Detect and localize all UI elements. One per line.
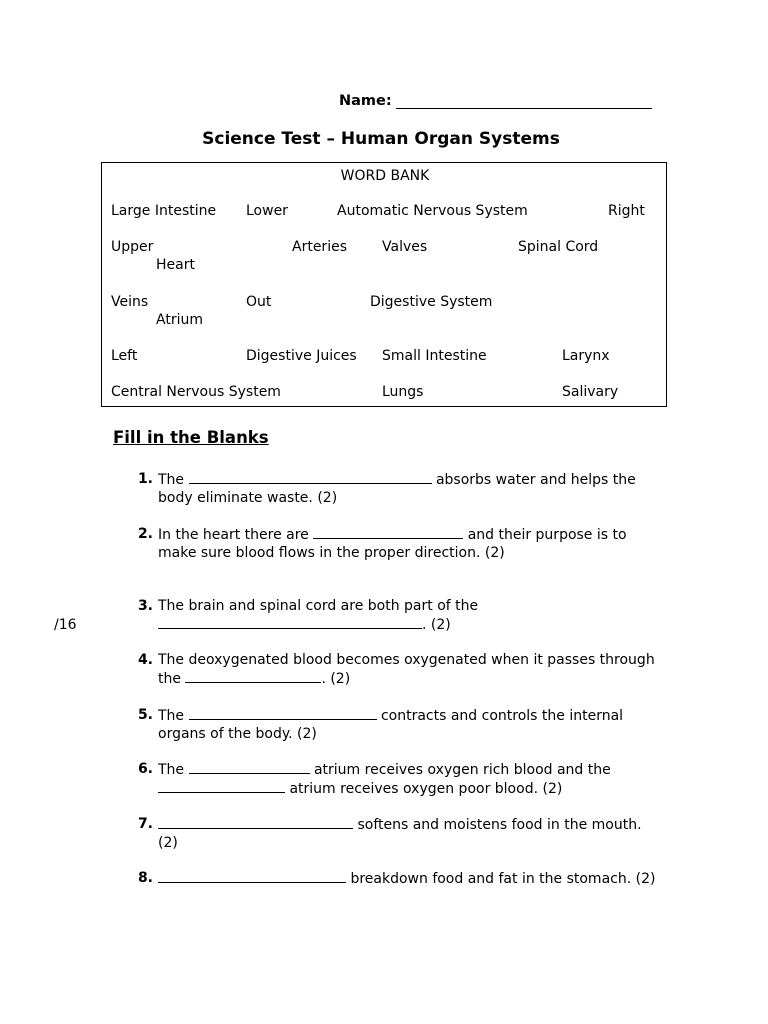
question-text-after: . (2) (422, 617, 451, 633)
answer-blank[interactable] (158, 815, 353, 829)
question-text-after: softens and moistens food in the mouth. (2) (158, 817, 642, 851)
answer-blank[interactable] (189, 706, 377, 720)
word-bank-item: Spinal Cord (518, 239, 599, 255)
answer-blank-right-atrium[interactable] (189, 760, 310, 774)
word-bank-item: Small Intestine (382, 348, 487, 364)
word-bank-item: Large Intestine (111, 203, 217, 219)
question-number: 4. (137, 652, 153, 668)
answer-blank[interactable] (189, 470, 432, 484)
word-bank-item: Valves (382, 239, 428, 255)
question-text-after: breakdown food and fat in the stomach. (2) (350, 871, 656, 887)
name-field-label (339, 93, 652, 109)
question-text-before: The (158, 762, 185, 778)
question-number: 5. (137, 707, 153, 723)
question-number: 8. (137, 870, 153, 886)
question-text-before: The deoxygenated blood becomes oxygenated when it passes through the (158, 652, 655, 687)
word-bank-item: Arteries (292, 239, 347, 255)
word-bank-item: Automatic Nervous System (337, 203, 528, 219)
question-number: 2. (137, 526, 153, 542)
name-blank-line[interactable] (396, 94, 652, 109)
word-bank-item: Right (608, 203, 645, 219)
section-title: Fill in the Blanks (113, 428, 269, 447)
question-text-before: In the heart there are (158, 527, 309, 543)
word-bank-item: Upper (111, 239, 154, 255)
question-text-after: absorbs water and helps the body eliminate waste. (2) (158, 472, 636, 506)
word-bank-item: Heart (156, 257, 195, 273)
word-bank-item: Veins (111, 294, 149, 310)
question-text-after: atrium receives oxygen poor blood. (2) (289, 781, 563, 797)
word-bank-box (101, 162, 667, 407)
question-text-before: The (158, 472, 185, 488)
question-number: 6. (137, 761, 153, 777)
answer-blank[interactable] (158, 615, 422, 629)
question-text-after: contracts and controls the internal organs of the body. (2) (158, 708, 624, 742)
answer-blank[interactable] (158, 869, 346, 883)
question-text-middle: atrium receives oxygen rich blood and the (313, 762, 611, 778)
score-label: /16 (54, 617, 77, 633)
word-bank-item: Larynx (562, 348, 610, 364)
word-bank-item: Salivary (562, 384, 619, 400)
answer-blank[interactable] (185, 669, 321, 683)
question-text-before: The brain and spinal cord are both part of the (158, 598, 479, 614)
word-bank-item: Out (246, 294, 272, 310)
word-bank-item: Lungs (382, 384, 424, 400)
answer-blank-left-atrium[interactable] (158, 779, 285, 793)
question-number: 7. (137, 816, 153, 832)
question-text-after: . (2) (321, 671, 351, 687)
word-bank-item: Digestive System (370, 294, 493, 310)
name-label: Name: (339, 93, 392, 109)
question-number: 3. (137, 598, 153, 614)
word-bank-item: Lower (246, 203, 288, 219)
question-text-before: The (158, 708, 185, 724)
answer-blank[interactable] (313, 525, 463, 539)
question-text-after: and their purpose is to make sure blood flows in the proper direction. (2) (158, 527, 627, 561)
word-bank-item: Left (111, 348, 138, 364)
word-bank-item: Central Nervous System (111, 384, 281, 400)
word-bank-item: Digestive Juices (246, 348, 357, 364)
word-bank-item: Atrium (156, 312, 203, 328)
word-bank-title: WORD BANK (340, 168, 430, 184)
question-number: 1. (137, 471, 153, 487)
page-title: Science Test – Human Organ Systems (202, 129, 560, 149)
